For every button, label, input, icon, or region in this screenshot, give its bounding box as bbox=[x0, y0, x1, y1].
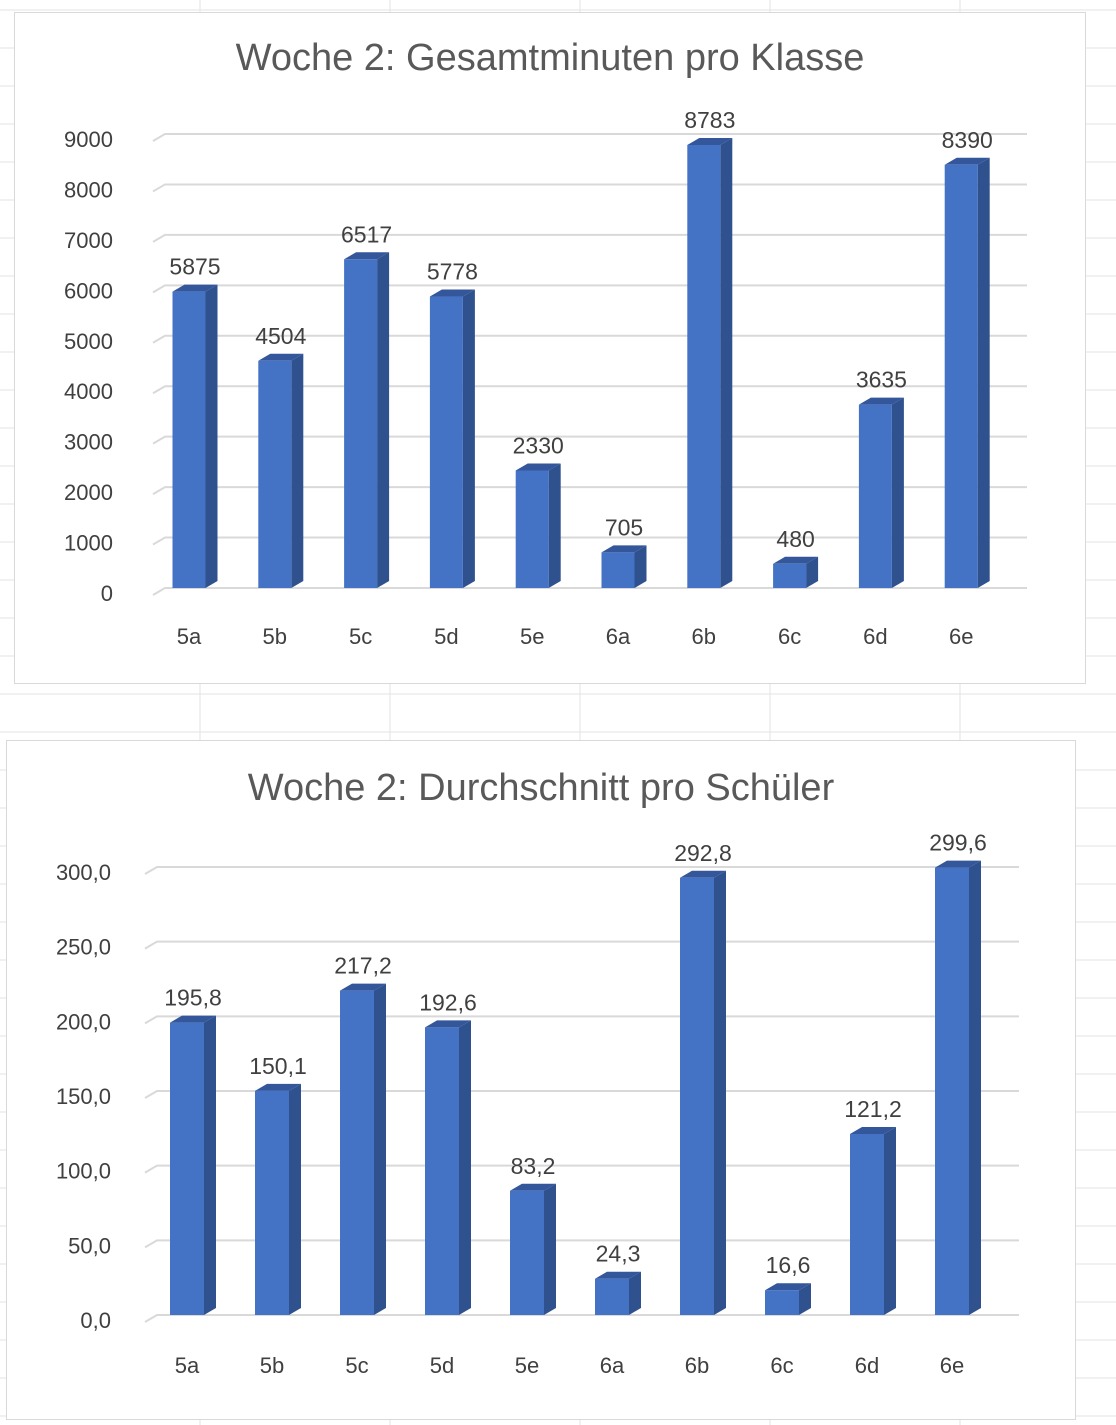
y-tick-label: 200,0 bbox=[55, 1009, 111, 1035]
y-tick-label: 8000 bbox=[64, 177, 113, 203]
y-tick-label: 250,0 bbox=[55, 934, 111, 960]
x-tick-label: 6b bbox=[691, 624, 717, 649]
x-tick-label: 6d bbox=[854, 1353, 880, 1378]
gridline bbox=[153, 588, 1027, 595]
data-label: 299,6 bbox=[929, 829, 987, 856]
bar[interactable] bbox=[430, 290, 475, 588]
x-tick-label: 5e bbox=[514, 1353, 540, 1378]
gridline bbox=[145, 1315, 1019, 1322]
x-tick-label: 6d bbox=[863, 624, 888, 649]
data-label: 3635 bbox=[855, 366, 907, 393]
x-tick-label: 6c bbox=[770, 1353, 794, 1378]
y-tick-label: 0 bbox=[100, 581, 113, 606]
bar[interactable] bbox=[945, 158, 990, 588]
data-label: 195,8 bbox=[164, 984, 222, 1011]
x-tick-label: 6c bbox=[777, 624, 802, 649]
y-tick-label: 300,0 bbox=[55, 860, 111, 885]
y-tick-label: 9000 bbox=[64, 127, 113, 152]
y-tick-label: 100,0 bbox=[55, 1158, 111, 1184]
x-tick-label: 6a bbox=[605, 624, 631, 649]
y-tick-label: 2000 bbox=[64, 480, 113, 506]
data-label: 6517 bbox=[341, 221, 393, 248]
chart-plot-area bbox=[7, 741, 1077, 1421]
y-tick-label: 7000 bbox=[64, 227, 113, 253]
gridline bbox=[145, 1016, 1019, 1023]
data-label: 292,8 bbox=[674, 839, 732, 866]
data-label: 2330 bbox=[512, 432, 564, 459]
x-tick-label: 6e bbox=[939, 1353, 965, 1378]
data-label: 5875 bbox=[169, 253, 221, 280]
x-tick-label: 5e bbox=[519, 624, 545, 649]
gridline bbox=[153, 134, 1027, 141]
bar[interactable] bbox=[595, 1272, 641, 1315]
bar[interactable] bbox=[765, 1283, 811, 1315]
data-label: 8783 bbox=[684, 106, 736, 133]
gridline bbox=[153, 235, 1027, 242]
y-tick-label: 6000 bbox=[64, 278, 113, 304]
x-tick-label: 6a bbox=[599, 1353, 625, 1378]
x-tick-label: 5d bbox=[429, 1353, 455, 1378]
x-tick-label: 5c bbox=[345, 1353, 369, 1378]
y-tick-label: 0,0 bbox=[80, 1308, 111, 1333]
gridline bbox=[153, 285, 1027, 292]
data-label: 705 bbox=[604, 514, 644, 541]
data-label: 83,2 bbox=[510, 1152, 556, 1179]
chart-durchschnitt[interactable] bbox=[6, 740, 1076, 1420]
bar[interactable] bbox=[602, 545, 647, 588]
bar[interactable] bbox=[687, 138, 732, 588]
y-tick-label: 50,0 bbox=[68, 1233, 111, 1259]
gridline bbox=[153, 184, 1027, 191]
bar[interactable] bbox=[258, 354, 303, 588]
bar[interactable] bbox=[680, 871, 726, 1315]
y-tick-label: 1000 bbox=[64, 530, 113, 556]
data-label: 480 bbox=[776, 525, 815, 552]
bar[interactable] bbox=[340, 984, 386, 1315]
x-tick-label: 5a bbox=[174, 1353, 200, 1378]
x-tick-label: 5b bbox=[262, 624, 288, 649]
y-tick-label: 4000 bbox=[64, 379, 113, 405]
data-label: 16,6 bbox=[765, 1252, 811, 1279]
bar[interactable] bbox=[859, 398, 904, 588]
y-tick-label: 5000 bbox=[64, 328, 113, 354]
bar[interactable] bbox=[516, 463, 561, 588]
x-tick-label: 6b bbox=[684, 1353, 710, 1378]
bar[interactable] bbox=[425, 1020, 471, 1315]
bar[interactable] bbox=[344, 252, 389, 588]
bar[interactable] bbox=[510, 1184, 556, 1315]
bar[interactable] bbox=[255, 1084, 301, 1315]
data-label: 121,2 bbox=[844, 1096, 902, 1123]
x-tick-label: 5c bbox=[348, 624, 373, 649]
y-tick-label: 150,0 bbox=[55, 1084, 111, 1109]
data-label: 217,2 bbox=[334, 952, 392, 979]
y-tick-label: 3000 bbox=[64, 429, 113, 455]
chart-gesamtminuten[interactable] bbox=[14, 12, 1086, 684]
bar[interactable] bbox=[170, 1016, 216, 1315]
x-tick-label: 5b bbox=[259, 1353, 285, 1378]
bar[interactable] bbox=[173, 285, 218, 588]
data-label: 192,6 bbox=[419, 989, 477, 1016]
chart-plot-area bbox=[15, 13, 1087, 685]
gridline bbox=[145, 867, 1019, 874]
data-label: 4504 bbox=[255, 322, 307, 349]
bar[interactable] bbox=[773, 557, 818, 588]
chart-title: Woche 2: Gesamtminuten pro Klasse bbox=[235, 37, 865, 79]
bar[interactable] bbox=[850, 1127, 896, 1315]
data-label: 5778 bbox=[426, 258, 478, 285]
gridline bbox=[145, 942, 1019, 949]
x-tick-label: 6e bbox=[948, 624, 974, 649]
bar[interactable] bbox=[935, 861, 981, 1315]
data-label: 8390 bbox=[941, 126, 993, 153]
x-tick-label: 5d bbox=[434, 624, 459, 649]
data-label: 150,1 bbox=[249, 1052, 307, 1079]
chart-title: Woche 2: Durchschnitt pro Schüler bbox=[247, 767, 835, 809]
data-label: 24,3 bbox=[595, 1240, 641, 1267]
x-tick-label: 5a bbox=[176, 624, 202, 649]
